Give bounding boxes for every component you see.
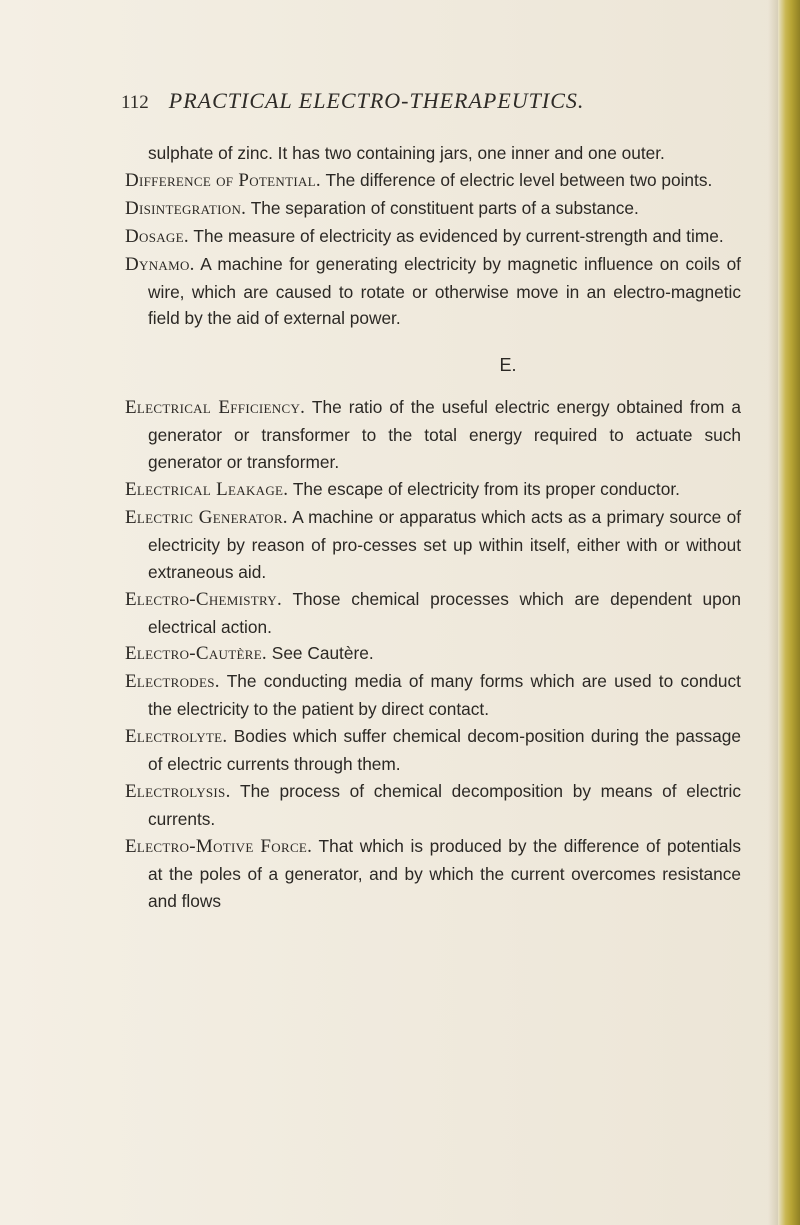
glossary-entry	[125, 223, 741, 251]
entry-definition: Those chemical processes which are dependent upon electrical action.	[148, 588, 741, 637]
entry-term: Electrical Leakage.	[125, 478, 289, 500]
entry-term: Electric Generator.	[125, 506, 288, 528]
glossary-entry	[125, 504, 741, 586]
entry-definition: The process of chemical decomposition by means of electric currents.	[148, 780, 741, 829]
entry-definition: See Cautère.	[271, 643, 374, 664]
entry-term: Difference of Potential.	[125, 169, 321, 191]
page-number: 112	[121, 92, 149, 113]
entry-definition: The conducting media of many forms which are used to conduct the electricity to the patient by direct contact.	[148, 671, 741, 720]
entry-term: Dosage.	[125, 225, 189, 247]
entry-definition: A machine for generating electricity by magnetic influence on coils of wire, which are caused to rotate or otherwise move in an electro-magnetic field by the aid of external power.	[148, 253, 741, 329]
glossary-text	[125, 140, 741, 914]
section-heading: E.	[499, 355, 517, 376]
glossary-entry	[125, 833, 741, 915]
entry-term: Electrolysis.	[125, 780, 231, 802]
running-head	[121, 88, 681, 118]
entry-definition: That which is produced by the difference of potentials at the poles of a generator, and by which the current overcomes resistance and flows	[148, 835, 741, 911]
page-title: PRACTICAL ELECTRO-THERAPEUTICS.	[168, 88, 585, 113]
entry-term: Disintegration.	[125, 197, 247, 219]
entry-definition: The difference of electric level between two points.	[325, 169, 713, 190]
glossary-entry	[125, 640, 741, 668]
entry-term: Electro-Cautère.	[125, 643, 267, 665]
entry-term: Electrolyte.	[125, 726, 228, 748]
entry-term: Electro-Chemistry.	[125, 588, 283, 610]
glossary-entry	[125, 778, 741, 833]
entry-term: Electro-Motive Force.	[125, 835, 313, 857]
entry-definition: The ratio of the useful electric energy obtained from a generator or transformer to the total energy required to actuate such generator or transformer.	[148, 397, 742, 473]
entry-term: Electrodes.	[125, 671, 220, 693]
glossary-entry	[125, 195, 741, 223]
entry-term: Dynamo.	[125, 253, 195, 275]
entry-definition: Bodies which suffer chemical decom-position during the passage of electric currents through them.	[148, 726, 741, 775]
page-gutter-shadow	[768, 0, 778, 1225]
glossary-entry	[125, 668, 741, 723]
glossary-entry	[125, 251, 741, 333]
glossary-entry	[125, 586, 741, 641]
entry-definition: A machine or apparatus which acts as a primary source of electricity by reason of pro-cesses set up within itself, either with or without extraneous aid.	[148, 506, 741, 582]
entry-definition: The escape of electricity from its proper conductor.	[292, 478, 680, 499]
glossary-entry	[125, 167, 741, 195]
entry-definition: The measure of electricity as evidenced by current-strength and time.	[193, 225, 724, 246]
entry-term: Electrical Efficiency.	[125, 397, 306, 419]
glossary-entry	[125, 723, 741, 778]
continued-definition: sulphate of zinc. It has two containing jars, one inner and one outer.	[148, 143, 665, 163]
page-edge	[778, 0, 800, 1225]
glossary-entry	[125, 394, 741, 476]
entry-definition: The separation of constituent parts of a substance.	[250, 197, 639, 218]
glossary-entry	[125, 476, 741, 504]
